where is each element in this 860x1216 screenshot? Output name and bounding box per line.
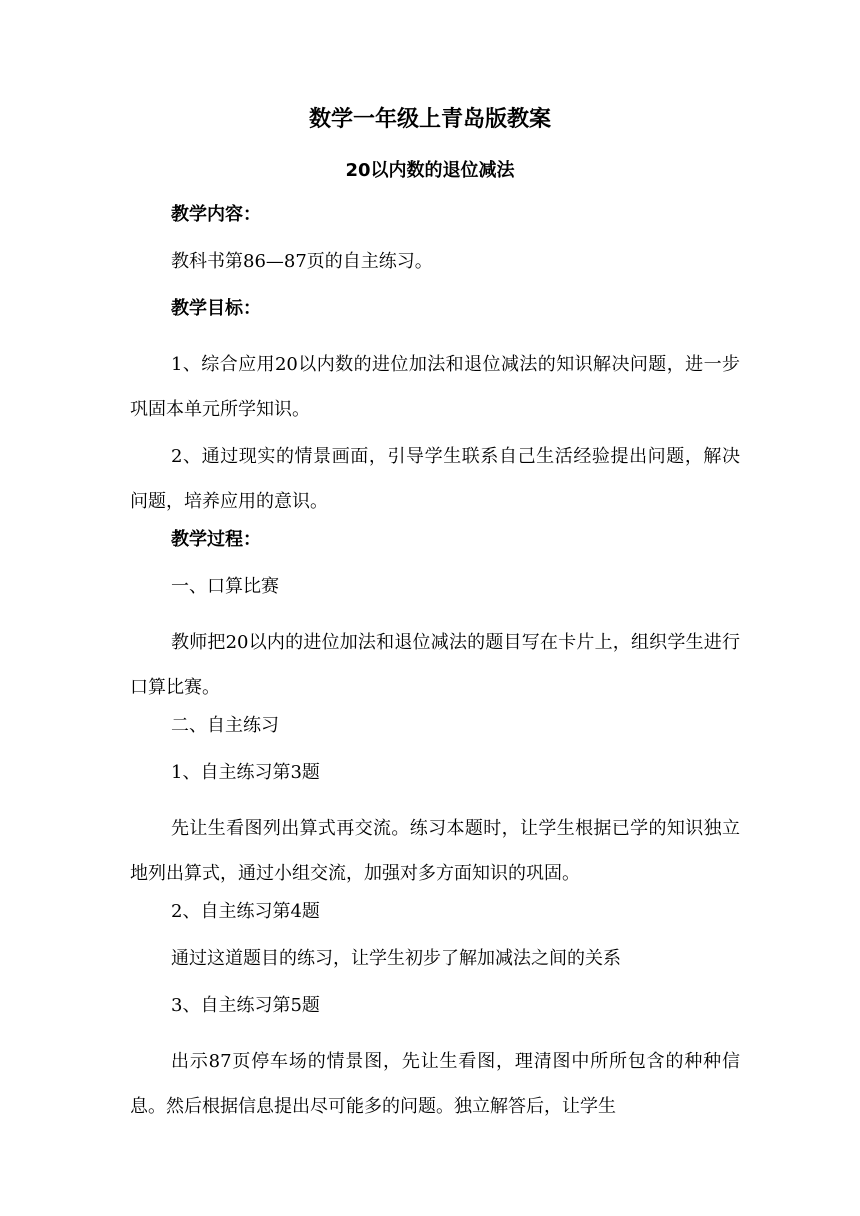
paragraph: 教科书第86—87页的自主练习。 — [171, 251, 433, 272]
document-body — [130, 201, 740, 1131]
section-heading: 二、自主练习 — [171, 715, 279, 736]
paragraph: 教师把20以内的进位加法和退位减法的题目写在卡片上，组织学生进行口算比赛。 — [130, 632, 740, 698]
paragraph: 3、自主练习第5题 — [171, 995, 320, 1016]
paragraph: 先让生看图列出算式再交流。练习本题时，让学生根据已学的知识独立地列出算式，通过小组交流，加强对多方面知识的巩固。 — [130, 818, 740, 884]
paragraph: 1、综合应用20以内数的进位加法和退位减法的知识解决问题，进一步巩固本单元所学知识。 — [130, 354, 740, 420]
document-title: 数学一年级上青岛版教案 — [308, 107, 551, 132]
heading-process: 教学过程： — [171, 529, 261, 550]
document-subtitle: 20以内数的退位减法 — [345, 160, 515, 181]
heading-objectives: 教学目标： — [171, 298, 261, 319]
paragraph: 2、通过现实的情景画面，引导学生联系自己生活经验提出问题，解决问题，培养应用的意识。 — [130, 446, 740, 512]
section-heading: 一、口算比赛 — [171, 576, 279, 597]
paragraph: 2、自主练习第4题 — [171, 901, 320, 922]
paragraph: 出示87页停车场的情景图，先让生看图，理清图中所所包含的种种信息。然后根据信息提出尽可能多的问题。独立解答后，让学生 — [130, 1051, 740, 1117]
heading-content: 教学内容： — [171, 204, 261, 225]
paragraph: 1、自主练习第3题 — [171, 762, 320, 783]
paragraph: 通过这道题目的练习，让学生初步了解加减法之间的关系 — [171, 948, 621, 969]
